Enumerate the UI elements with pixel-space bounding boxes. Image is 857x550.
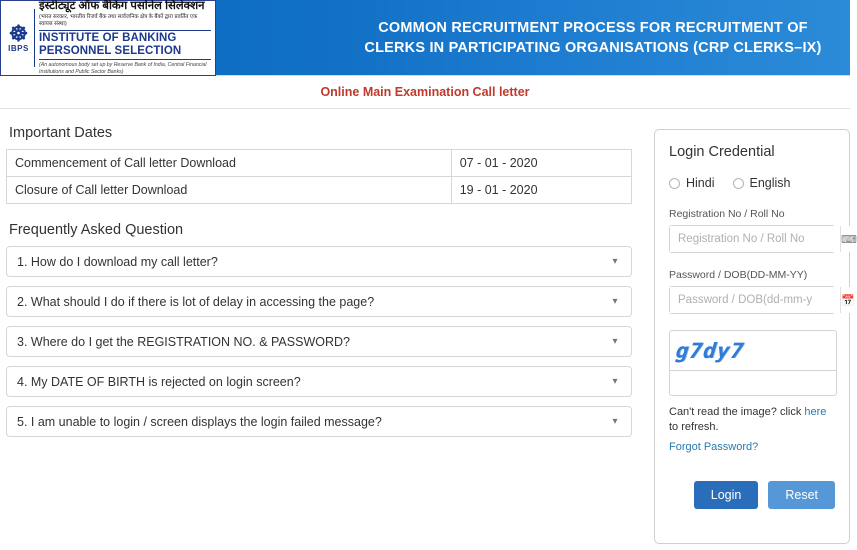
- emblem-abbr: IBPS: [8, 43, 29, 53]
- page-body: [0, 109, 857, 544]
- chevron-collapse-icon[interactable]: ▾: [612, 375, 618, 387]
- forgot-password-link[interactable]: Forgot Password?: [669, 441, 759, 453]
- login-button-row: [669, 481, 835, 509]
- password-input[interactable]: [670, 287, 840, 313]
- registration-input[interactable]: [670, 226, 840, 252]
- faq-question: 4. My DATE OF BIRTH is rejected on login screen?: [17, 374, 301, 389]
- date-label: Closure of Call letter Download: [7, 177, 452, 204]
- date-value: 07 - 01 - 2020: [451, 150, 631, 177]
- chevron-collapse-icon[interactable]: ▾: [612, 415, 618, 427]
- emblem-symbol: ☸: [8, 20, 29, 46]
- table-row: [7, 177, 632, 204]
- ibps-emblem-icon: [5, 9, 35, 67]
- logo-text-block: [39, 0, 211, 76]
- logo-hindi-title: इंस्टीट्यूट ऑफ बैंकिंग पर्सोनेल सिलेक्शन: [39, 0, 205, 12]
- banner-line-1: COMMON RECRUITMENT PROCESS FOR RECRUITMENT OF: [378, 19, 808, 36]
- date-label: Commencement of Call letter Download: [7, 150, 452, 177]
- faq-item[interactable]: [6, 326, 632, 357]
- registration-input-wrap: [669, 225, 857, 253]
- language-radio-group: [669, 176, 835, 190]
- password-field-label: Password / DOB(DD-MM-YY): [669, 269, 808, 281]
- radio-dot-icon[interactable]: [669, 178, 680, 189]
- captcha-hint: [669, 405, 835, 435]
- captcha-text: g7dy7: [674, 338, 746, 363]
- captcha-hint-prefix: Can't read the image? click: [669, 406, 805, 418]
- faq-heading: Frequently Asked Question: [9, 222, 184, 238]
- faq-list: [6, 246, 636, 437]
- chevron-collapse-icon[interactable]: ▾: [612, 255, 618, 267]
- radio-dot-icon[interactable]: [733, 178, 744, 189]
- faq-question: 5. I am unable to login / screen displays the login failed message?: [17, 414, 382, 429]
- header-banner: [216, 0, 850, 75]
- calendar-icon[interactable]: 📅: [840, 287, 855, 313]
- radio-option-english[interactable]: [733, 176, 791, 190]
- banner-heading: [364, 18, 821, 58]
- reset-button[interactable]: Reset: [768, 481, 835, 509]
- logo-hindi-subtitle: (भारत सरकार, भारतीय रिजर्व बैंक तथा सार्वजनिक क्षेत्र के बैंकों द्वारा प्रवर्तित एक स्वायत्त संस्था): [39, 14, 198, 27]
- logo-english-title: INSTITUTE OF BANKING PERSONNEL SELECTION: [39, 30, 211, 60]
- date-value: 19 - 01 - 2020: [451, 177, 631, 204]
- banner-line-2: CLERKS IN PARTICIPATING ORGANISATIONS (CRP CLERKS–IX): [364, 39, 822, 56]
- radio-label-hindi: Hindi: [686, 176, 715, 190]
- faq-question: 1. How do I download my call letter?: [17, 254, 218, 269]
- right-column: [654, 119, 857, 544]
- captcha-refresh-link[interactable]: here: [804, 406, 827, 418]
- password-input-wrap: [669, 286, 855, 314]
- captcha-hint-suffix: to refresh.: [669, 421, 719, 433]
- login-button[interactable]: Login: [694, 481, 759, 509]
- faq-question: 2. What should I do if there is lot of delay in accessing the page?: [17, 294, 375, 309]
- faq-item[interactable]: [6, 246, 632, 277]
- login-title: Login Credential: [669, 144, 775, 160]
- captcha-input[interactable]: [669, 370, 837, 396]
- radio-label-english: English: [749, 176, 791, 190]
- chevron-collapse-icon[interactable]: ▾: [612, 295, 618, 307]
- ibps-logo: [0, 0, 216, 76]
- faq-item[interactable]: [6, 286, 632, 317]
- radio-option-hindi[interactable]: [669, 176, 715, 190]
- important-dates-table: [6, 149, 632, 204]
- page-subtitle: Online Main Examination Call letter: [320, 85, 530, 99]
- captcha-image: [669, 330, 837, 370]
- faq-question: 3. Where do I get the REGISTRATION NO. & PASSWORD?: [17, 334, 350, 349]
- faq-item[interactable]: [6, 366, 632, 397]
- important-dates-heading: Important Dates: [9, 125, 113, 141]
- faq-item[interactable]: [6, 406, 632, 437]
- logo-english-subtitle: (An autonomous body set up by Reserve Bank of India, Central Financial Institutions and Public Sector Banks): [39, 62, 207, 75]
- left-column: [6, 119, 636, 544]
- site-header: [0, 0, 850, 76]
- chevron-collapse-icon[interactable]: ▾: [612, 335, 618, 347]
- registration-field-label: Registration No / Roll No: [669, 208, 785, 220]
- keyboard-icon[interactable]: ⌨: [840, 226, 857, 252]
- login-panel: [654, 129, 857, 544]
- table-row: [7, 150, 632, 177]
- page-subtitle-bar: [0, 76, 850, 109]
